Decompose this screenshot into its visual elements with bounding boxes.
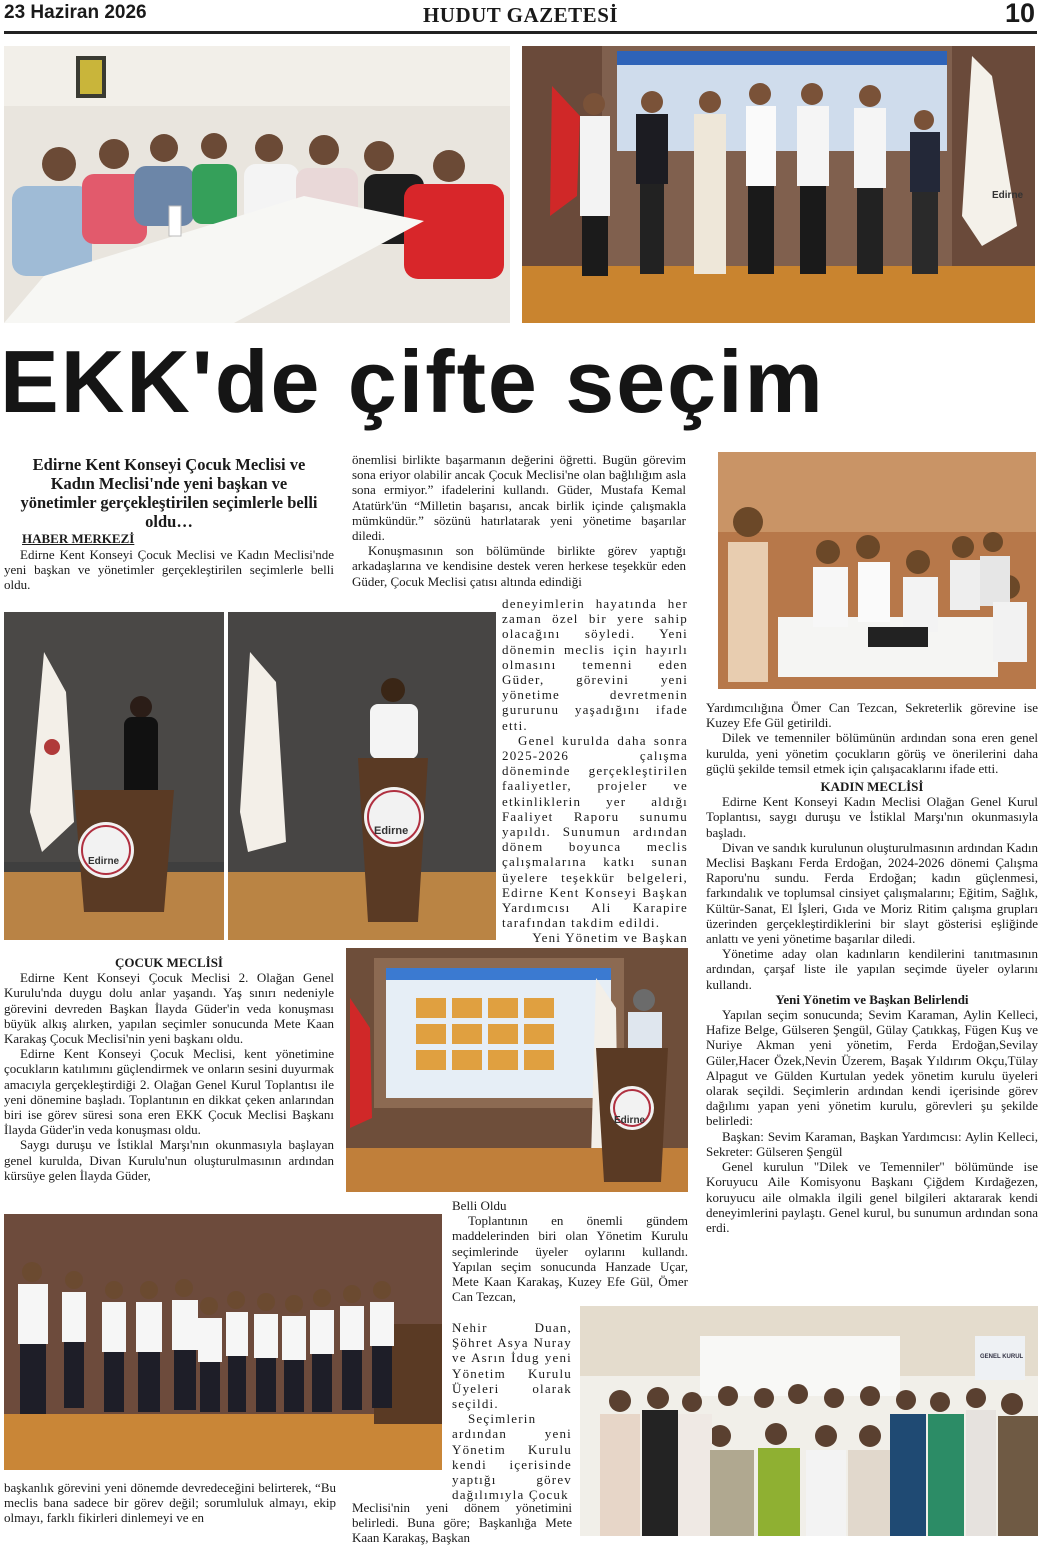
podium-logo-text: Edirne	[88, 856, 120, 867]
column-2-narrow: deneyimlerin hayatında her zaman özel bir yere sahip olacağını söyledi. Yeni dönemin meclis için hayırlı olmasını temenni eden Güder, görevini yeni yönetime devretmenin gururunu yaşadığını ifade etti. Genel kurulda daha sonra 2025-2026 çalışma döneminde gerçekleştirilen faaliyetler, projeler ve etkinliklerin yer aldığı Faaliyet Raporu sunumu yapıldı. Sunumun ardından dönem boyunca meclis çalışmalarına katkı sunan üyelere teşekkür belgeleri, Edirne Kent Konseyi Başkan Yardımcısı Ali Karapire tarafından takdim edildi. Yeni Yönetim ve Başkan	[502, 596, 688, 946]
section-kadin-meclisi: KADIN MECLİSİ	[820, 779, 924, 795]
column-2-lower-narrow: Nehir Duan, Şöhret Asya Nuray ve Asrın İdug yeni Yönetim Kurulu Üyeleri olarak seçildi. Seçimlerin ardından yeni Yönetim Kurulu kendi içerisinde yaptığı görev dağılımıyla Çocuk	[452, 1320, 572, 1503]
section-cocuk-meclisi: ÇOCUK MECLİSİ Edirne Kent Konseyi Çocuk Meclisi 2. Olağan Genel Kurulu'nda duygu dolu anlar yaşandı. Yaş sınırı nedeniyle görevini devreden Başkan İlayda Güder'in veda konuşması büyük alkış alırken, yapılan seçimler sonucunda Mete Kaan Karakaş Çocuk Meclisi'nin yeni başkanı oldu. Edirne Kent Konseyi Çocuk Meclisi, kent yönetimine çocukların katılımını güçlendirmek ve onların sesini duyurmak amacıyla gerçekleştirdiği 2. Olağan Genel Kurul Toplantısı ile yeni dönemine başladı. Toplantının en dikkat çeken anlarından biri ise görev süresi sona eren EKK Çocuk Meclisi Başkanı İlayda Güder'in veda konuşması oldu. Saygı duruşu ve İstiklal Marşı'nın okunmasıyla başlayan genel kurulda, Divan Kurulu'nun oluşturulmasının ardından kürsüye gelen İlayda Güder,	[4, 955, 334, 1183]
byline: HABER MERKEZİ	[22, 531, 135, 546]
lead-block	[4, 455, 334, 593]
podium-logo-text-2: Edirne	[374, 825, 409, 837]
page-number: 10	[1004, 0, 1035, 28]
bottom-left-text: başkanlık görevini yeni dönemde devredeceğini belirterek, “Bu meclis bana sadece bir görev değil; sorumluluk almayı, ekip olmayı, farklı fikirleri dinlemeyi ve en	[4, 1480, 336, 1526]
issue-date: 23 Haziran 2026	[4, 2, 147, 23]
photo-children-table	[718, 452, 1036, 689]
section-yeni-yonetim: Yeni Yönetim ve Başkan Belirlendi	[775, 991, 969, 1007]
column-2-lower: Belli Oldu Toplantının en önemli gündem maddelerinden biri olan Yönetim Kurulu seçimlerinde üyeler oylarını kullandı. Yapılan seçim sonucunda Hanzade Uçar, Mete Kaan Karakaş, Kuzey Efe Gül, Ömer Can Tezcan,	[452, 1198, 688, 1305]
photo-logo-text: Edirne	[992, 190, 1024, 201]
column-2-top: önemlisi birlikte başarmanın değerini öğretti. Bugün görevim sona eriyor olabilir ancak Çocuk Meclisi'ne olan bağlılığım asla sona ermiyor.” ifadelerini kullandı. Güder, Mustafa Kemal Atatürk'ün “Milletin başarısı, ancak birlik içinde çalışmakla mümkündür.” sözünü hatırlatarak yeni yönetime başarılar diledi. Konuşmasının son bölümünde birlikte görev yaptığı arkadaşlarına ve kendisine destek veren herkese teşekkür eden Güder, Çocuk Meclisi çatısı altında edindiği	[352, 452, 686, 589]
page-header	[0, 0, 1041, 34]
photo-women-group	[580, 1306, 1038, 1536]
lead-intro: Edirne Kent Konseyi Çocuk Meclisi ve Kadın Meclisi'nde yeni başkan ve yönetimler gerçekleştirilen seçimlerle belli oldu.	[4, 547, 334, 593]
photo-children-group	[4, 1214, 442, 1470]
newspaper-name: HUDUT GAZETESİ	[422, 3, 619, 27]
column-2-bottom: Meclisi'nin yeni dönem yönetimini belirledi. Buna göre; Başkanlığa Mete Kaan Karakaş, Başkan	[352, 1500, 572, 1546]
photo-girl-podium	[4, 612, 224, 940]
headline: EKK'de çifte seçim	[0, 332, 825, 431]
banner-text: GENEL KURUL	[980, 1354, 1024, 1360]
cocuk-title: ÇOCUK MECLİSİ	[115, 955, 223, 970]
lead-subheading: Edirne Kent Konseyi Çocuk Meclisi ve Kadın Meclisi'nde yeni başkan ve yönetimler gerçekleştirilen seçimlerle belli oldu…	[20, 455, 318, 531]
header-rule	[4, 31, 1037, 34]
photo-boy-podium	[228, 612, 496, 940]
column-3: Yardımcılığına Ömer Can Tezcan, Sekreterlik görevine ise Kuzey Efe Gül getirildi. Dilek ve temenniler bölümünün ardından sona eren genel kurulda, yeni yönetim çocukların görüş ve önerilerini daha güçlü şekilde temsil etmek için çalışacaklarını ifade etti. KADIN MECLİSİ Edirne Kent Konseyi Kadın Meclisi Olağan Genel Kurul Toplantısı, saygı duruşu ve İstiklal Marşı'nın okunmasıyla başladı. Divan ve sandık kurulunun oluşturulmasının ardından Kadın Meclisi Başkanı Ferda Erdoğan, 2024-2026 dönemi Çalışma Raporu'nu sundu. Ferda Erdoğan; kadın güçlenmesi, farkındalık ve toplumsal cinsiyet çalışmalarını; Eğitim, Sağlık, Kültür-Sanat, El İşleri, Gıda ve Moriz Ritim çalışma grupları üzerinden gerçekleştirdiklerini bir slayt gösterisi eşliğinde anlattı ve yeni yönetime başarılar diledi. Yönetime aday olan kadınların kendilerini tanıtmasının ardından, çarşaf liste ile yapılan seçimde üyeler oylarını kullandı. Yeni Yönetim ve Başkan Belirlendi Yapılan seçim sonucunda; Sevim Karaman, Aylin Kelleci, Hafize Belge, Gülseren Şengül, Gülay Çatıkkaş, Fügen Kuş ve Nuriye Akman yeni yönetim, Ferda Erdoğan,Sevilay Güler,Hacer Özek,Nevin Üzerem, Başak Yıldırım Okçu,Tülay Alpagut ve Gülden Kurtulan yedek yönetim kurulu üyeleri olarak seçildi. Seçimlerin ardından kendi içerisinde görev dağılımı yapan yeni yönetim kurulu, görevleri şu şekilde belirledi: Başkan: Sevim Karaman, Başkan Yardımcısı: Aylin Kelleci, Sekreter: Gülseren Şengül Genel kurulun "Dilek ve Temenniler" bölümünde ise Koruyucu Aile Komisyonu Başkanı Çiğdem Kırdağezen, koruyucu aile olmakla ilgili genel bilgileri aktararak kendi deneyimlerini paylaştı. Genel kurul, bu sunumun ardından sona erdi.	[706, 700, 1038, 1235]
photo-presentation	[346, 948, 688, 1192]
photo-children-stage	[522, 46, 1035, 323]
podium-logo-text-3: Edirne	[614, 1115, 646, 1126]
photo-women-meeting	[4, 46, 510, 323]
